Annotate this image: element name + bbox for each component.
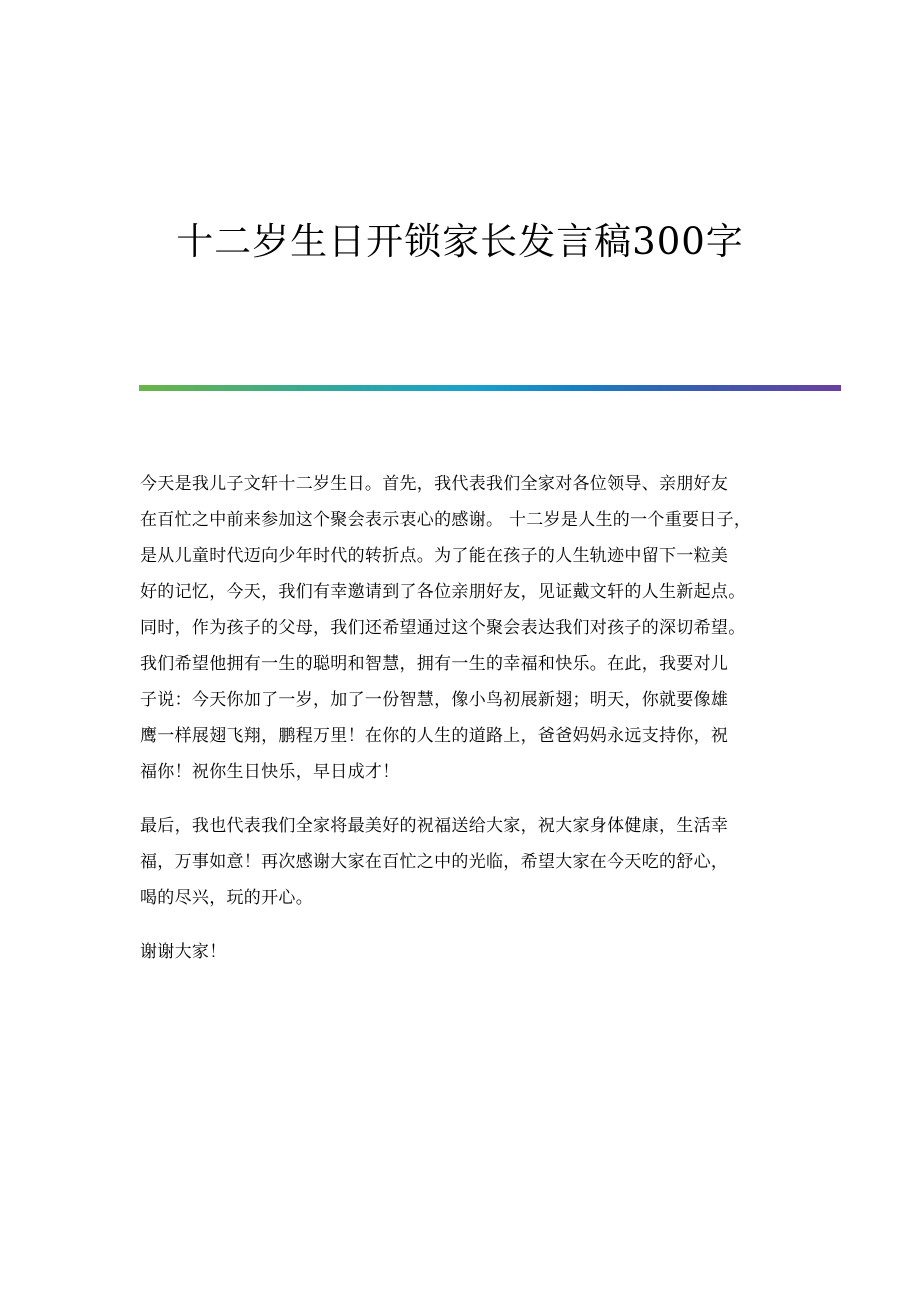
text-line: 最后，我也代表我们全家将最美好的祝福送给大家，祝大家身体健康，生活幸 [140, 816, 729, 836]
title-divider [139, 385, 841, 391]
paragraph-thanks [140, 934, 800, 970]
text-line: 是从儿童时代迈向少年时代的转折点。为了能在孩子的人生轨迹中留下一粒美 [140, 546, 729, 566]
text-line: 鹰一样展翅飞翔，鹏程万里！在你的人生的道路上，爸爸妈妈永远支持你，祝 [140, 726, 729, 746]
paragraph-opening [140, 466, 800, 790]
text-line: 在百忙之中前来参加这个聚会表示衷心的感谢。 十二岁是人生的一个重要日子， [140, 510, 752, 530]
text-line: 我们希望他拥有一生的聪明和智慧，拥有一生的幸福和快乐。在此，我要对儿 [140, 654, 729, 674]
text-line: 今天是我儿子文轩十二岁生日。首先，我代表我们全家对各位领导、亲朋好友 [140, 474, 729, 494]
text-line: 福你！祝你生日快乐，早日成才！ [140, 762, 400, 782]
text-line: 同时，作为孩子的父母，我们还希望通过这个聚会表达我们对孩子的深切希望。 [140, 618, 746, 638]
document-title: 十二岁生日开锁家长发言稿300字 [176, 220, 744, 263]
text-line: 喝的尽兴，玩的开心。 [140, 888, 313, 908]
text-line: 福，万事如意！再次感谢大家在百忙之中的光临，希望大家在今天吃的舒心， [140, 852, 729, 872]
paragraph-spacer [140, 916, 800, 934]
paragraph-closing [140, 808, 800, 916]
text-line: 谢谢大家！ [140, 942, 227, 962]
document-body [140, 466, 800, 970]
paragraph-spacer [140, 790, 800, 808]
text-line: 子说：今天你加了一岁，加了一份智慧，像小鸟初展新翅；明天，你就要像雄 [140, 690, 729, 710]
text-line: 好的记忆，今天，我们有幸邀请到了各位亲朋好友，见证戴文轩的人生新起点。 [140, 582, 746, 602]
